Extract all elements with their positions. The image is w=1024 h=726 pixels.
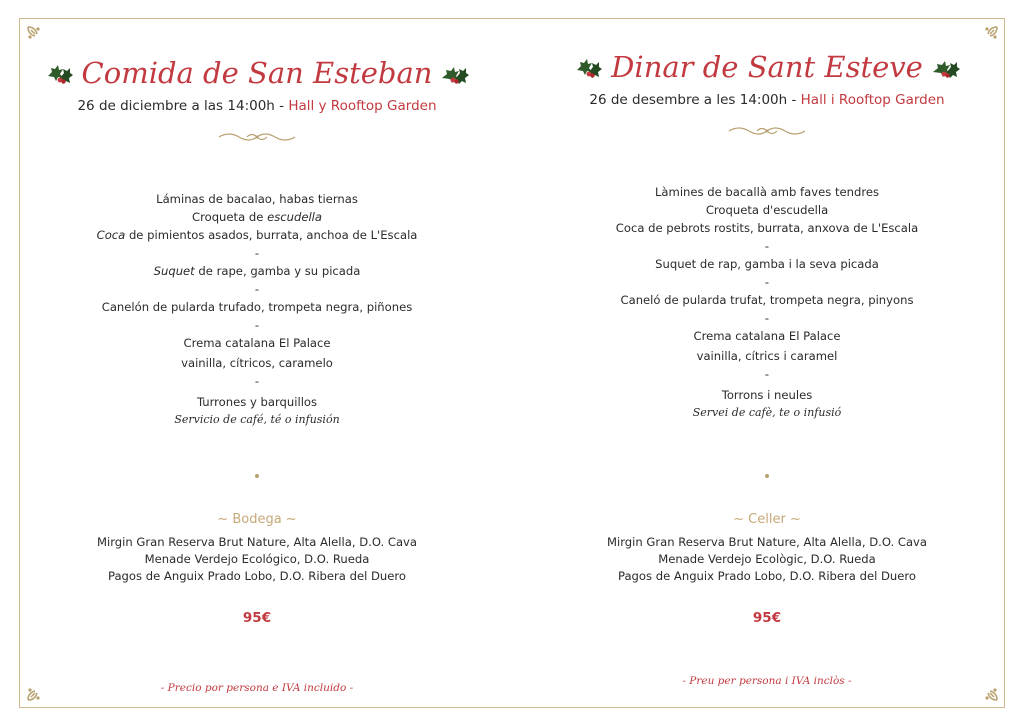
- event-date: 26 de diciembre a las 14:00h -: [77, 98, 289, 114]
- course-separator: -: [254, 374, 260, 388]
- menu-item: Canelón de pularda trufado, trompeta negra, piñones: [101, 300, 413, 314]
- event-subtitle: [532, 92, 1002, 108]
- event-venue: Hall y Rooftop Garden: [288, 98, 437, 114]
- course-separator: -: [764, 239, 770, 253]
- course-separator: -: [764, 275, 770, 289]
- menu-item: Torrons i neules: [721, 388, 813, 402]
- menu-item: Caneló de pularda trufat, trompeta negra, pinyons: [620, 293, 914, 307]
- title-row: [22, 56, 492, 90]
- corner-flourish-icon: [980, 24, 1000, 44]
- wine-item: Menade Verdejo Ecològic, D.O. Rueda: [658, 552, 876, 566]
- menu-courses: [22, 190, 492, 429]
- holly-icon: [440, 58, 470, 88]
- wine-item: Mirgin Gran Reserva Brut Nature, Alta Alella, D.O. Cava: [606, 535, 928, 549]
- menu-item: Làmines de bacallà amb faves tendres: [654, 185, 880, 199]
- menu-item-text: Croqueta de: [192, 210, 268, 224]
- holly-icon: [44, 58, 74, 88]
- event-subtitle: [22, 98, 492, 114]
- wine-list: [532, 534, 1002, 585]
- menu-item: Coca de pebrots rostits, burrata, anxova de L'Escala: [615, 221, 919, 235]
- course-separator: -: [764, 311, 770, 325]
- divider-ornament-icon: [217, 130, 297, 144]
- menu-item-text: de pimientos asados, burrata, anchoa de L'Escala: [125, 228, 418, 242]
- price: 95€: [242, 610, 272, 626]
- menu-title: Comida de San Esteban: [81, 56, 433, 90]
- price-note: - Precio por persona e IVA incluido -: [160, 682, 354, 694]
- wine-item: Pagos de Anguix Prado Lobo, D.O. Ribera del Duero: [107, 569, 407, 583]
- menu-item: [22, 208, 492, 226]
- wine-item: Mirgin Gran Reserva Brut Nature, Alta Alella, D.O. Cava: [96, 535, 418, 549]
- menu-item: vainilla, cítricos, caramelo: [181, 356, 333, 370]
- title-row: [532, 50, 1002, 84]
- menu-item: Crema catalana El Palace: [183, 336, 331, 350]
- menu-item: Crema catalana El Palace: [693, 329, 841, 343]
- menu-item: Turrones y barquillos: [196, 395, 318, 409]
- menu-item-emphasis: escudella: [267, 210, 322, 224]
- menu-courses: [532, 183, 1002, 422]
- divider-ornament-icon: [727, 124, 807, 138]
- holly-icon: [573, 52, 603, 82]
- menu-item: Croqueta d'escudella: [705, 203, 829, 217]
- divider-dot: [765, 474, 769, 478]
- menu-item-text: de rape, gamba y su picada: [194, 264, 361, 278]
- menu-title: Dinar de Sant Esteve: [611, 50, 923, 84]
- course-separator: -: [254, 318, 260, 332]
- price-note: - Preu per persona i IVA inclòs -: [682, 675, 852, 687]
- menu-item-emphasis: Coca: [96, 228, 126, 242]
- price: 95€: [752, 610, 782, 626]
- menu-item-coffee: Servicio de café, té o infusión: [174, 413, 340, 426]
- menu-item: [22, 226, 492, 244]
- menu-item-coffee: Servei de cafè, te o infusió: [692, 406, 842, 419]
- course-separator: -: [764, 367, 770, 381]
- wine-section-title: ~ Bodega ~: [217, 512, 297, 527]
- wine-item: Menade Verdejo Ecológico, D.O. Rueda: [144, 552, 370, 566]
- menu-item: Suquet de rap, gamba i la seva picada: [655, 257, 879, 271]
- menu-item: Láminas de bacalao, habas tiernas: [156, 192, 358, 206]
- menu-item: vainilla, cítrics i caramel: [696, 349, 838, 363]
- wine-section-title: ~ Celler ~: [733, 512, 801, 527]
- holly-icon: [931, 52, 961, 82]
- divider-dot: [255, 474, 259, 478]
- wine-list: [22, 534, 492, 585]
- course-separator: -: [254, 282, 260, 296]
- wine-item: Pagos de Anguix Prado Lobo, D.O. Ribera del Duero: [617, 569, 917, 583]
- course-separator: -: [254, 246, 260, 260]
- menu-item: [22, 262, 492, 280]
- event-venue: Hall i Rooftop Garden: [800, 92, 945, 108]
- corner-flourish-icon: [25, 24, 45, 44]
- event-date: 26 de desembre a les 14:00h -: [589, 92, 801, 108]
- menu-item-emphasis: Suquet: [153, 264, 195, 278]
